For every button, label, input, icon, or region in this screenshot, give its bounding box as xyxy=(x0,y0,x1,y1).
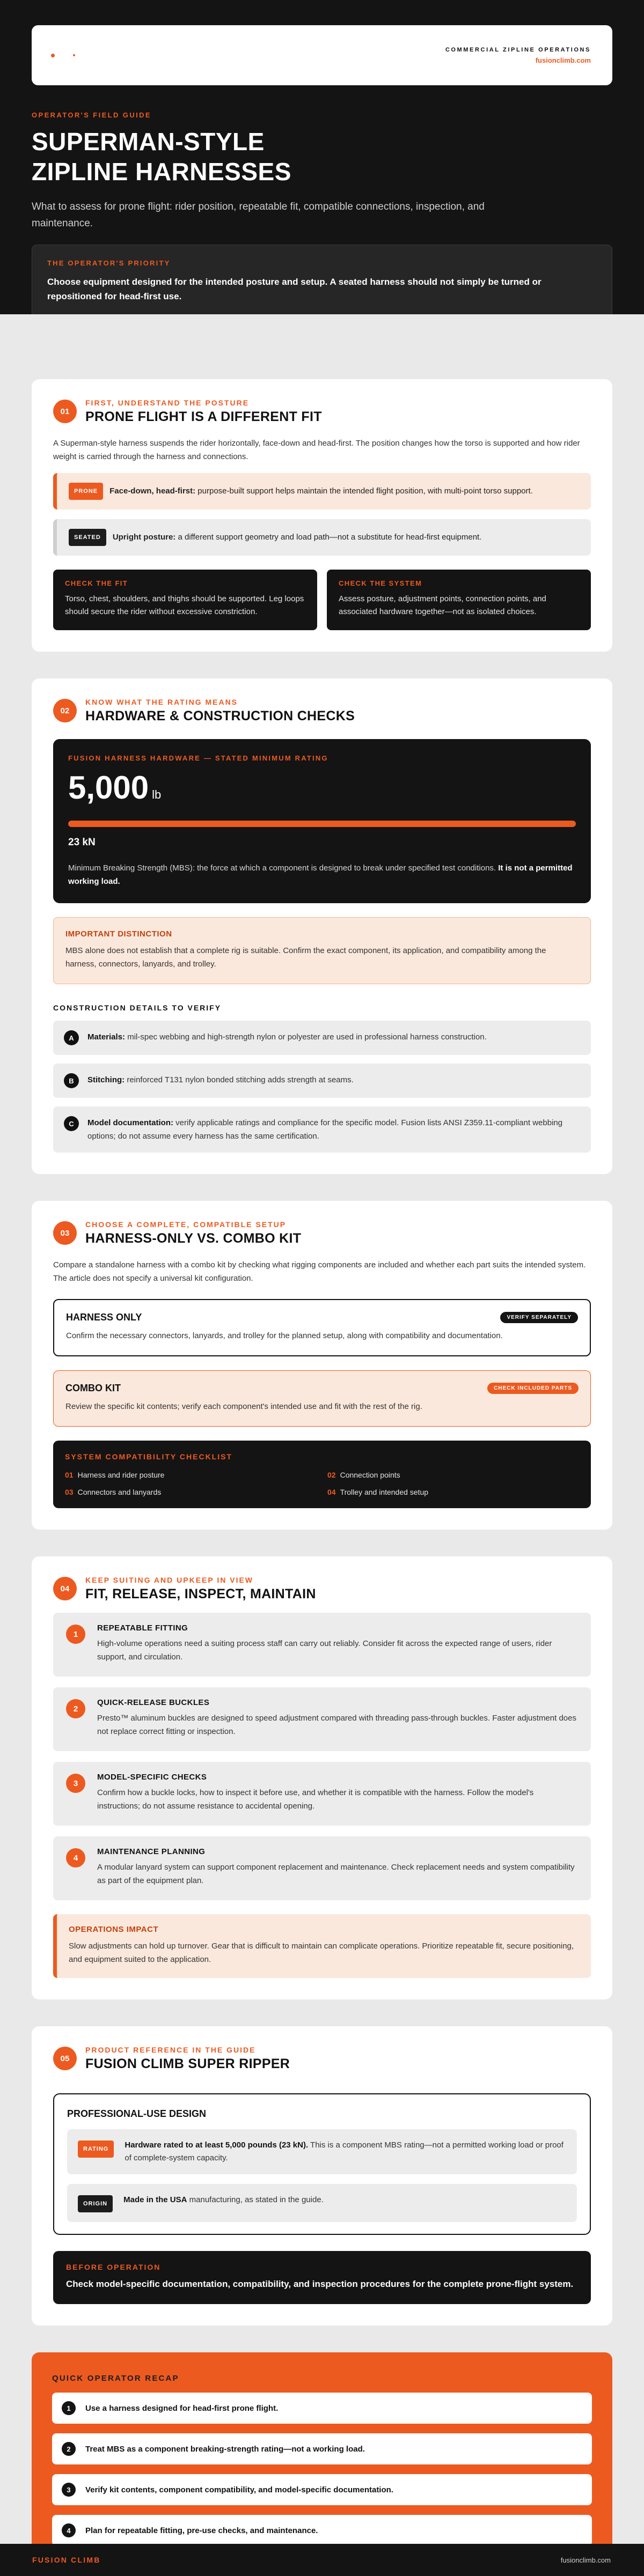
section-kit-comparison xyxy=(32,1201,612,1530)
rating-value xyxy=(68,770,576,813)
section-header xyxy=(53,1220,591,1246)
rating-text: This is a component MBS rating—not a permitted working load or proof of complete-system capacity. xyxy=(125,2140,564,2162)
combo-kit-title: COMBO KIT xyxy=(65,1383,121,1393)
section-number-badge: 03 xyxy=(53,1221,77,1245)
brand-line: COMMERCIAL ZIPLINE OPERATIONS xyxy=(445,46,591,53)
recap-item xyxy=(52,2515,592,2546)
section-eyebrow: KNOW WHAT THE RATING MEANS xyxy=(85,698,238,706)
rating-unit: lb xyxy=(152,788,162,801)
step-item xyxy=(53,1687,591,1751)
origin-text: manufacturing, as stated in the guide. xyxy=(187,2195,324,2204)
origin-bold: Made in the USA xyxy=(123,2195,187,2204)
recap-text: Verify kit contents, component compatibility, and model-specific documentation. xyxy=(85,2485,393,2494)
section-title: FUSION CLIMB SUPER RIPPER xyxy=(85,2056,290,2071)
title-line-2: ZIPLINE HARNESSES xyxy=(32,158,291,186)
harness-only-title: HARNESS ONLY xyxy=(66,1312,142,1323)
recap-number: 2 xyxy=(62,2442,76,2456)
checklist-text: Connectors and lanyards xyxy=(77,1488,162,1496)
seated-strip xyxy=(53,519,591,556)
before-label: BEFORE OPERATION xyxy=(66,2263,161,2271)
rating-meter-fill xyxy=(68,821,576,827)
section-hardware xyxy=(32,678,612,1174)
recap-number: 4 xyxy=(62,2523,76,2537)
recap-number: 1 xyxy=(62,2401,76,2415)
title-line-1: SUPERMAN-STYLE xyxy=(32,128,265,156)
harness-only-text: Confirm the necessary connectors, lanyards, and trolley for the planned setup, along with compatibility and documentation. xyxy=(66,1331,503,1340)
step-title: REPEATABLE FITTING xyxy=(97,1623,188,1633)
step-text: A modular lanyard system can support component replacement and maintenance. Check replacement needs and system compatibility as part of the equipment plan. xyxy=(97,1863,575,1885)
section-eyebrow: FIRST, UNDERSTAND THE POSTURE xyxy=(85,398,250,407)
detail-content xyxy=(87,1030,487,1044)
checklist-number: 01 xyxy=(65,1471,74,1479)
main-content xyxy=(0,314,644,2576)
seated-bold: Upright posture: xyxy=(112,533,176,542)
recap-text: Use a harness designed for head-first prone flight. xyxy=(85,2403,279,2413)
logo[interactable] xyxy=(51,54,75,57)
detail-letter: B xyxy=(64,1073,79,1088)
check-system-label: CHECK THE SYSTEM xyxy=(339,579,422,587)
check-fit-text: Torso, chest, shoulders, and thighs should be supported. Leg loops should secure the rider without excessive constriction. xyxy=(65,594,304,616)
step-number: 3 xyxy=(66,1774,85,1793)
checklist-label: SYSTEM COMPATIBILITY CHECKLIST xyxy=(65,1452,233,1461)
combo-kit-box xyxy=(53,1370,591,1427)
detail-letter: A xyxy=(64,1030,79,1045)
before-operation xyxy=(53,2251,591,2304)
operations-impact xyxy=(53,1914,591,1978)
hero-eyebrow: OPERATOR'S FIELD GUIDE xyxy=(32,111,151,119)
seated-tag: SEATED xyxy=(69,529,106,546)
checklist-item xyxy=(327,1488,579,1496)
rating-description xyxy=(125,2139,566,2165)
section-number-badge: 04 xyxy=(53,1577,77,1600)
rating-line xyxy=(67,2129,577,2174)
rating-panel xyxy=(53,739,591,903)
recap-text: Treat MBS as a component breaking-strength rating—not a working load. xyxy=(85,2444,365,2454)
recap-number: 3 xyxy=(62,2483,76,2497)
priority-text: Choose equipment designed for the intended posture and setup. A seated harness should not simply be turned or repositioned for head-first use. xyxy=(47,277,541,301)
section-intro: Compare a standalone harness with a combo kit by checking what rigging components are included and whether each part suits the intended system. The article does not specify a universal kit configuration. xyxy=(53,1260,586,1283)
detail-text: reinforced T131 nylon bonded stitching adds strength at seams. xyxy=(125,1075,354,1084)
step-item xyxy=(53,1762,591,1826)
prone-bold: Face-down, head-first: xyxy=(109,486,196,496)
checklist-item xyxy=(65,1488,317,1496)
section-eyebrow: KEEP SUITING AND UPKEEP IN VIEW xyxy=(85,1576,254,1584)
top-bar xyxy=(32,25,612,85)
hero-lede: What to assess for prone flight: rider position, repeatable fit, compatible connections, inspection, and maintenance. xyxy=(32,201,485,229)
seated-text: a different support geometry and load path—not a substitute for head-first equipment. xyxy=(175,533,482,542)
check-fit-label: CHECK THE FIT xyxy=(65,579,128,587)
combo-kit-text: Review the specific kit contents; verify each component's intended use and fit with the rest of the rig. xyxy=(65,1402,422,1411)
section-number-badge: 02 xyxy=(53,699,77,722)
rating-kn: 23 kN xyxy=(68,837,96,848)
checklist-text: Trolley and intended setup xyxy=(340,1488,429,1496)
prone-text: purpose-built support helps maintain the intended flight position, with multi-point torso support. xyxy=(195,486,533,496)
detail-text: verify applicable ratings and compliance for the specific model. Fusion lists ANSI Z359.11-compliant webbing options; do not assume every harness has the same certification. xyxy=(87,1118,563,1141)
detail-item xyxy=(53,1021,591,1055)
detail-bold: Stitching: xyxy=(87,1075,125,1084)
detail-bold: Model documentation: xyxy=(87,1118,173,1127)
detail-letter: C xyxy=(64,1116,79,1131)
detail-content xyxy=(87,1073,354,1087)
site-link[interactable]: fusionclimb.com xyxy=(535,56,591,64)
impact-text: Slow adjustments can hold up turnover. Gear that is difficult to maintain can complicate operations. Prioritize repeatable fit, secure positioning, and equipment suited to the application. xyxy=(69,1942,574,1964)
checklist-item xyxy=(65,1471,317,1479)
section-header xyxy=(53,398,591,425)
logo-dot-icon xyxy=(51,54,55,57)
step-text: Presto™ aluminum buckles are designed to speed adjustment compared with threading pass-through buckles. Faster adjustment does not replace correct fitting or inspection. xyxy=(97,1714,576,1736)
rating-meter xyxy=(68,821,576,827)
section-title: HARNESS-ONLY VS. COMBO KIT xyxy=(85,1231,302,1246)
checklist-item xyxy=(327,1471,579,1479)
detail-item xyxy=(53,1064,591,1098)
section-product-reference xyxy=(32,2026,612,2326)
hero xyxy=(0,0,644,314)
priority-label: THE OPERATOR'S PRIORITY xyxy=(47,259,171,267)
footer-site-link[interactable]: fusionclimb.com xyxy=(560,2556,611,2564)
step-number: 2 xyxy=(66,1699,85,1718)
step-number: 4 xyxy=(66,1848,85,1868)
section-title: PRONE FLIGHT IS A DIFFERENT FIT xyxy=(85,409,322,424)
logo-dot-icon xyxy=(73,54,75,56)
section-eyebrow: CHOOSE A COMPLETE, COMPATIBLE SETUP xyxy=(85,1220,287,1229)
rating-label: FUSION HARNESS HARDWARE — STATED MINIMUM RATING xyxy=(68,754,328,762)
section-maintenance xyxy=(32,1556,612,1999)
checklist-text: Harness and rider posture xyxy=(77,1471,165,1479)
seated-description xyxy=(113,531,482,544)
step-text: High-volume operations need a suiting process staff can carry out reliably. Consider fit across the expected range of users, rider support, and circulation. xyxy=(97,1639,552,1662)
step-title: MAINTENANCE PLANNING xyxy=(97,1847,206,1856)
detail-item xyxy=(53,1106,591,1153)
step-item xyxy=(53,1613,591,1677)
priority-callout xyxy=(32,245,612,319)
origin-tag: ORIGIN xyxy=(78,2195,113,2212)
detail-content xyxy=(87,1116,580,1143)
section-header xyxy=(53,698,591,724)
mbs-text: Minimum Breaking Strength (MBS): the force at which a component is designed to break under specified test conditions. xyxy=(68,863,499,873)
header-brand xyxy=(445,47,591,64)
details-heading: CONSTRUCTION DETAILS TO VERIFY xyxy=(53,1003,222,1012)
verify-separately-pill: VERIFY SEPARATELY xyxy=(500,1312,578,1323)
compatibility-checklist xyxy=(53,1441,591,1508)
checklist-number: 02 xyxy=(327,1471,336,1479)
section-eyebrow: PRODUCT REFERENCE IN THE GUIDE xyxy=(85,2046,256,2054)
pro-box-title: PROFESSIONAL-USE DESIGN xyxy=(67,2108,207,2119)
check-boxes xyxy=(53,570,591,630)
detail-bold: Materials: xyxy=(87,1032,126,1042)
mbs-bold: It is not a permitted working load. xyxy=(68,863,573,886)
mbs-definition xyxy=(68,861,576,888)
professional-design-box xyxy=(53,2093,591,2235)
section-header xyxy=(53,1576,591,1602)
section-title: HARDWARE & CONSTRUCTION CHECKS xyxy=(85,708,355,724)
prone-tag: PRONE xyxy=(69,483,103,500)
prone-description xyxy=(109,485,533,498)
rating-tag: RATING xyxy=(78,2140,114,2158)
before-text: Check model-specific documentation, compatibility, and inspection procedures for the complete prone-flight system. xyxy=(66,2279,574,2289)
check-system-box xyxy=(327,570,591,630)
harness-only-box xyxy=(53,1299,591,1356)
step-text: Confirm how a buckle locks, how to inspect it before use, and whether it is compatible with the harness. Follow the model's instructions; do not assume resistance to accidental opening. xyxy=(97,1788,534,1811)
check-fit-box xyxy=(53,570,317,630)
recap-item xyxy=(52,2474,592,2505)
section-header xyxy=(53,2046,591,2072)
section-number-badge: 01 xyxy=(53,400,77,423)
recap-text: Plan for repeatable fitting, pre-use checks, and maintenance. xyxy=(85,2526,318,2535)
quick-recap xyxy=(32,2352,612,2567)
check-system-text: Assess posture, adjustment points, connection points, and associated hardware together—not as isolated choices. xyxy=(339,594,546,616)
notice-label: IMPORTANT DISTINCTION xyxy=(65,929,172,939)
checklist-text: Connection points xyxy=(340,1471,400,1479)
step-title: QUICK-RELEASE BUCKLES xyxy=(97,1698,210,1707)
impact-label: OPERATIONS IMPACT xyxy=(69,1925,159,1934)
page-title xyxy=(32,127,612,187)
section-number-badge: 05 xyxy=(53,2047,77,2070)
checklist-number: 04 xyxy=(327,1488,336,1496)
important-distinction xyxy=(53,917,591,984)
section-prone-fit xyxy=(32,379,612,652)
notice-text: MBS alone does not establish that a complete rig is suitable. Confirm the exact component, its application, and compatibility among the harness, connectors, lanyards, and trolley. xyxy=(65,946,546,969)
footer-brand: FUSION CLIMB xyxy=(32,2556,101,2564)
recap-item xyxy=(52,2433,592,2464)
rating-number: 5,000 xyxy=(68,770,149,806)
checklist-number: 03 xyxy=(65,1488,74,1496)
footer xyxy=(0,2544,644,2576)
detail-text: mil-spec webbing and high-strength nylon or polyester are used in professional harness construction. xyxy=(125,1032,487,1042)
recap-item xyxy=(52,2393,592,2424)
recap-label: QUICK OPERATOR RECAP xyxy=(52,2374,179,2383)
check-parts-pill: CHECK INCLUDED PARTS xyxy=(487,1383,579,1394)
step-title: MODEL-SPECIFIC CHECKS xyxy=(97,1773,207,1782)
prone-strip xyxy=(53,473,591,510)
rating-bold: Hardware rated to at least 5,000 pounds (23 kN). xyxy=(125,2140,309,2150)
origin-description xyxy=(123,2194,324,2206)
step-item xyxy=(53,1836,591,1900)
step-number: 1 xyxy=(66,1625,85,1644)
section-intro: A Superman-style harness suspends the rider horizontally, face-down and head-first. The position changes how the torso is supported and how rider weight is carried through the harness and connections. xyxy=(53,439,580,461)
origin-line xyxy=(67,2184,577,2222)
section-title: FIT, RELEASE, INSPECT, MAINTAIN xyxy=(85,1586,316,1601)
